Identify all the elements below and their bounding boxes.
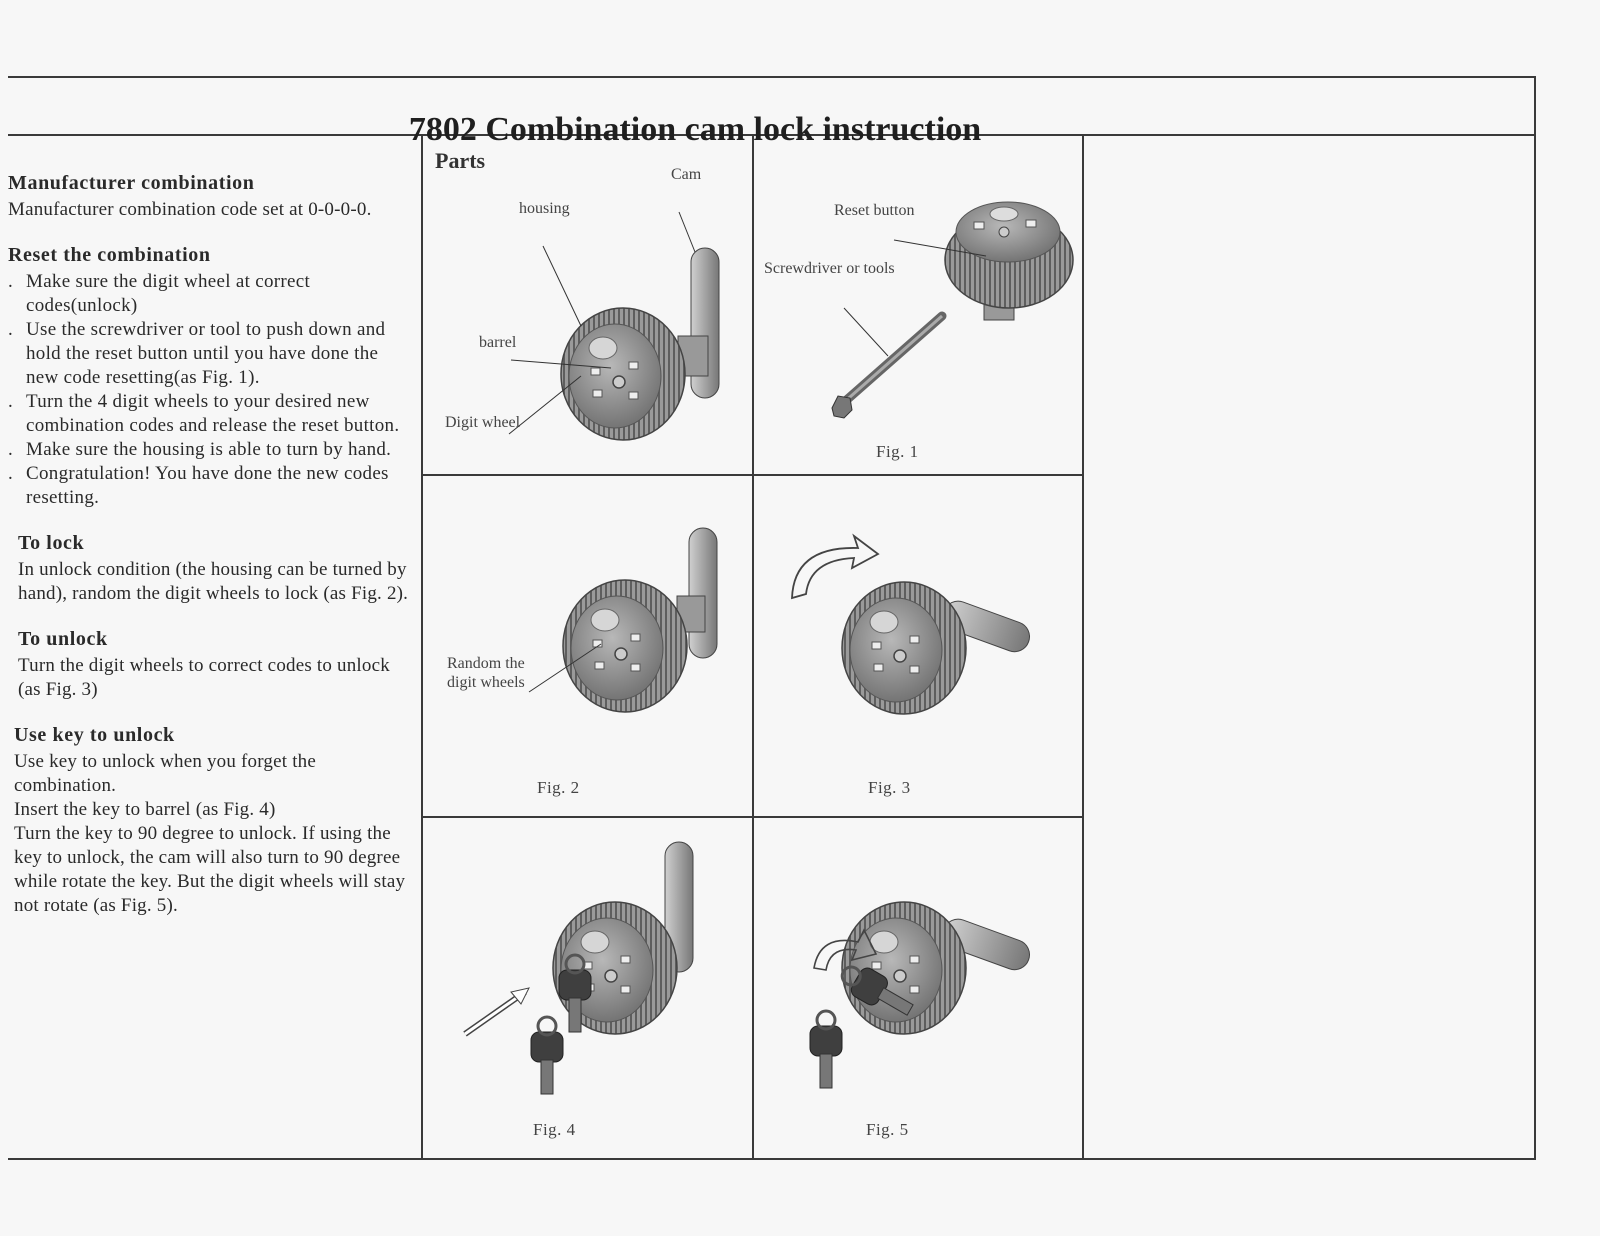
figure-3 (754, 476, 1082, 816)
section-body: In unlock condition (the housing can be turned by hand), random the digit wheels to lock (as Fig. 2). (18, 559, 409, 604)
unlock-drawing (754, 476, 1082, 816)
figure-5 (754, 818, 1082, 1158)
page-title: 7802 Combination cam lock instruction (408, 110, 982, 148)
list-item: . Make sure the housing is able to turn by hand. (8, 439, 392, 460)
unlock-section (8, 628, 413, 702)
manufacturer-section (8, 172, 413, 222)
list-item: . Turn the 4 digit wheels to your desired new combination codes and release the reset button. (8, 391, 400, 436)
label-housing: housing (519, 200, 570, 217)
figure-caption: Fig. 1 (876, 442, 919, 461)
section-line: Insert the key to barrel (as Fig. 4) (14, 799, 276, 820)
list-item: . Congratulation! You have done the new codes resetting. (8, 463, 389, 508)
instructions-column (8, 172, 413, 940)
figure-4 (423, 818, 752, 1158)
lock-section (8, 532, 413, 606)
grid-line-v3 (1082, 134, 1084, 1160)
reset-steps (8, 270, 413, 510)
right-border (1534, 76, 1536, 1160)
section-line: Turn the key to 90 degree to unlock. If using the key to unlock, the cam will also turn to 90 degree while rotate the key. But the digit wheels will stay not rotate (as Fig. 5). (14, 823, 406, 916)
section-heading: Manufacturer combination (8, 172, 255, 194)
key-section (8, 724, 413, 918)
label-digit-wheel: Digit wheel (445, 414, 521, 431)
label-barrel: barrel (479, 334, 517, 351)
bottom-border (8, 1158, 1536, 1160)
parts-title: Parts (435, 148, 486, 173)
figure-caption: Fig. 5 (866, 1120, 909, 1139)
section-heading: To lock (18, 532, 85, 554)
top-border (8, 76, 1536, 78)
label-random: Random the digit wheels (447, 655, 525, 691)
parts-figure (423, 136, 752, 474)
label-cam: Cam (671, 166, 702, 183)
section-body: Manufacturer combination code set at 0-0-0-0. (8, 199, 372, 220)
figure-caption: Fig. 2 (537, 778, 580, 797)
figure-1 (754, 136, 1082, 474)
section-heading: Reset the combination (8, 244, 211, 266)
figure-caption: Fig. 3 (868, 778, 911, 797)
key-insert-drawing (423, 818, 752, 1158)
label-screwdriver: Screwdriver or tools (764, 260, 895, 277)
reset-drawing (754, 136, 1082, 474)
section-heading: Use key to unlock (14, 724, 175, 746)
list-item: . Make sure the digit wheel at correct codes(unlock) (8, 271, 311, 316)
label-reset-button: Reset button (834, 202, 915, 219)
section-heading: To unlock (18, 628, 108, 650)
figure-caption: Fig. 4 (533, 1120, 576, 1139)
lock-drawing (423, 476, 752, 816)
list-item: . Use the screwdriver or tool to push down and hold the reset button until you have done the new code resetting(as Fig. 1). (8, 319, 386, 388)
key-turn-drawing (754, 818, 1082, 1158)
figure-2 (423, 476, 752, 816)
section-line: Use key to unlock when you forget the combination. (14, 751, 317, 796)
section-body: Turn the digit wheels to correct codes to unlock (as Fig. 3) (18, 655, 390, 700)
reset-section (8, 244, 413, 510)
